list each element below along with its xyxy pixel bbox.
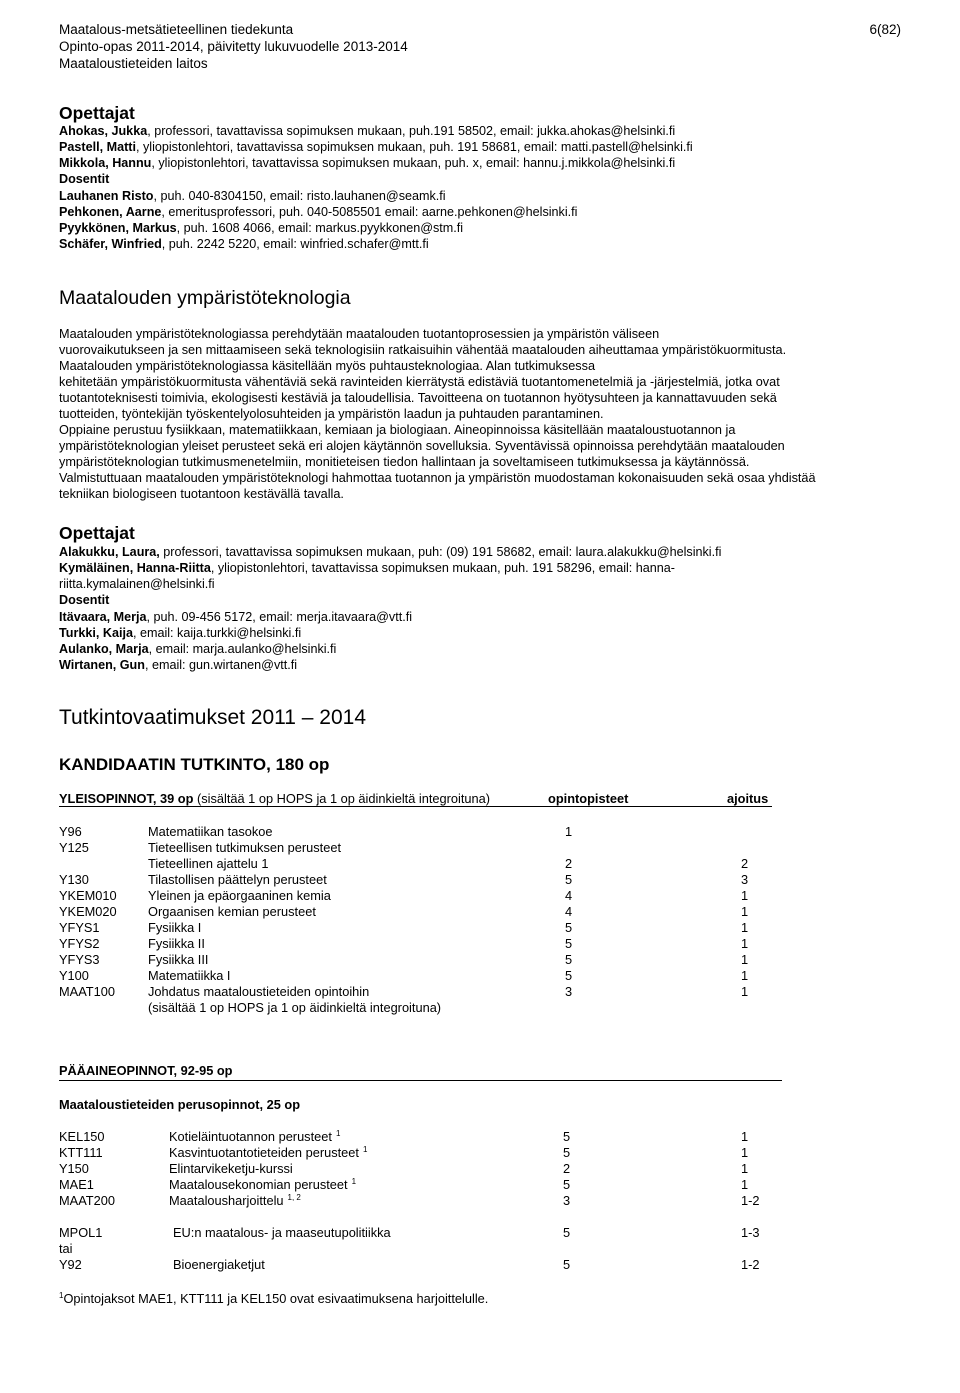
docent-line: Itävaara, Merja, puh. 09-456 5172, email: merja.itavaara@vtt.fi bbox=[59, 610, 413, 624]
course-year: 1-3 bbox=[741, 1225, 760, 1240]
paragraph-line: ympäristöteknologian yleiset perusteet sekä eri alojen käytännön sovelluksia. Syventävissä opinnoissa perehdytään maatalouden bbox=[59, 439, 785, 453]
teacher-line: Ahokas, Jukka, professori, tavattavissa sopimuksen mukaan, puh.191 58502, email: jukka.ahokas@helsinki.fi bbox=[59, 124, 676, 138]
course-row bbox=[59, 1145, 859, 1161]
course-row bbox=[59, 1000, 859, 1016]
general-studies-label: YLEISOPINNOT, 39 op (sisältää 1 op HOPS ja 1 op äidinkieltä integroituna) bbox=[59, 791, 491, 806]
course-name: (sisältää 1 op HOPS ja 1 op äidinkieltä integroituna) bbox=[148, 1000, 442, 1015]
section-title: Maatalouden ympäristöteknologia bbox=[59, 287, 351, 309]
course-name: Orgaanisen kemian perusteet bbox=[148, 904, 316, 919]
course-code: YKEM020 bbox=[59, 904, 117, 919]
course-name: Kasvintuotantotieteiden perusteet $^1$ bbox=[169, 1145, 368, 1160]
docent-line: Pehkonen, Aarne, emeritusprofessori, puh. 040-5085501 email: aarne.pehkonen@helsinki.fi bbox=[59, 205, 578, 219]
course-year: 1-2 bbox=[741, 1257, 760, 1272]
docent-line: Wirtanen, Gun, email: gun.wirtanen@vtt.fi bbox=[59, 658, 298, 672]
course-op: 4 bbox=[565, 888, 573, 903]
course-name: EU:n maatalous- ja maaseutupolitiikka bbox=[173, 1225, 391, 1240]
major-underline bbox=[59, 1080, 782, 1081]
paragraph-line: vuorovaikutukseen ja sen mittaamiseen sekä teknologisiin ratkaisuihin vähentää maatalouden aiheuttamaa ympäristökuormitusta. bbox=[59, 343, 787, 357]
course-row bbox=[59, 1129, 859, 1145]
footnote-ref: 1 bbox=[335, 1129, 341, 1138]
page-number: 6(82) bbox=[869, 22, 901, 37]
course-code: Y130 bbox=[59, 872, 89, 887]
footnote-ref: 1, 2 bbox=[287, 1193, 301, 1202]
teacher-line: riitta.kymalainen@helsinki.fi bbox=[59, 577, 215, 591]
course-name: Bioenergiaketjut bbox=[173, 1257, 265, 1272]
course-row bbox=[59, 920, 859, 936]
course-code: Y92 bbox=[59, 1257, 82, 1272]
course-name: Johdatus maataloustieteiden opintoihin bbox=[148, 984, 370, 999]
general-studies-header bbox=[59, 791, 859, 807]
course-name: Fysiikka II bbox=[148, 936, 205, 951]
course-row bbox=[59, 824, 859, 840]
paragraph-line: Valmistuttuaan maatalouden ympäristöteknologi hahmottaa tuotannon ja ympäristön muodostaman kokonaisuuden sekä osaa yhdistää bbox=[59, 471, 816, 485]
course-code: YKEM010 bbox=[59, 888, 117, 903]
course-code: MAAT200 bbox=[59, 1193, 115, 1208]
course-op: 5 bbox=[563, 1177, 571, 1192]
paragraph-line: kehitetään ympäristökuormitusta vähentäviä sekä ravinteiden kierrätystä edistäviä tuotantomenetelmiä ja -järjestelmiä, jotka ovat bbox=[59, 375, 780, 389]
course-op: 5 bbox=[563, 1257, 571, 1272]
header-underline bbox=[59, 806, 772, 807]
course-name: Fysiikka III bbox=[148, 952, 209, 967]
docent-line: Schäfer, Winfried, puh. 2242 5220, email: winfried.schafer@mtt.fi bbox=[59, 237, 429, 251]
teacher-line: Mikkola, Hannu, yliopistonlehtori, tavattavissa sopimuksen mukaan, puh. x, email: hannu.j.mikkola@helsinki.fi bbox=[59, 156, 676, 170]
paragraph-line: tuotteiden, työntekijän työskentelyolosuhteiden ja ympäristön laadun ja puhtauden parantaminen. bbox=[59, 407, 604, 421]
course-name: Maatalousekonomian perusteet $^1$ bbox=[169, 1177, 357, 1192]
paragraph-line: Oppiaine perustuu fysiikkaan, matematiikkaan, kemiaan ja biologiaan. Aineopinnoissa käsitellään maataloustuotannon ja bbox=[59, 423, 736, 437]
course-op: 2 bbox=[563, 1161, 571, 1176]
course-row bbox=[59, 872, 859, 888]
course-code: Y125 bbox=[59, 840, 89, 855]
col-credits: opintopisteet bbox=[548, 791, 629, 806]
course-row bbox=[59, 1161, 859, 1177]
course-name: Tieteellinen ajattelu 1 bbox=[148, 856, 269, 871]
paragraph-line: tuotantoteknisesti toimivia, ekologisesti kestäviä ja taloudellisia. Tavoitteena on tuotannon hyötysuhteen ja kannattavuuden sekä bbox=[59, 391, 777, 405]
course-year: 1 bbox=[741, 936, 749, 951]
footnote: $^1$Opintojaksot MAE1, KTT111 ja KEL150 ovat esivaatimuksena harjoittelulle. bbox=[59, 1291, 489, 1306]
course-year: 1 bbox=[741, 968, 749, 983]
course-code: KTT111 bbox=[59, 1145, 103, 1160]
basic-studies-heading: Maataloustieteiden perusopinnot, 25 op bbox=[59, 1097, 301, 1112]
course-op: 2 bbox=[565, 856, 573, 871]
course-year: 1 bbox=[741, 952, 749, 967]
course-name: Tieteellisen tutkimuksen perusteet bbox=[148, 840, 341, 855]
page-header bbox=[59, 21, 909, 72]
course-row bbox=[59, 904, 859, 920]
course-code: KEL150 bbox=[59, 1129, 105, 1144]
course-code: MAAT100 bbox=[59, 984, 115, 999]
teachers-heading-2: Opettajat bbox=[59, 523, 135, 543]
course-name: Kotieläintuotannon perusteet $^1$ bbox=[169, 1129, 341, 1144]
course-row bbox=[59, 856, 859, 872]
course-year: 1 bbox=[741, 920, 749, 935]
course-year: 2 bbox=[741, 856, 749, 871]
course-year: 1 bbox=[741, 1145, 749, 1160]
course-code: Y100 bbox=[59, 968, 89, 983]
course-year: 1-2 bbox=[741, 1193, 760, 1208]
course-code: YFYS2 bbox=[59, 936, 100, 951]
docents-heading-2: Dosentit bbox=[59, 593, 110, 607]
course-row bbox=[59, 840, 859, 856]
course-row bbox=[59, 1193, 859, 1209]
paragraph-line: Maatalouden ympäristöteknologiassa käsitellään myös puhtausteknologiaa. Alan tutkimuksessa bbox=[59, 359, 596, 373]
footnote-ref: 1 bbox=[362, 1145, 368, 1154]
course-name: Elintarvikeketju-kurssi bbox=[169, 1161, 293, 1176]
course-op: 5 bbox=[563, 1225, 571, 1240]
course-name: Matematiikka I bbox=[148, 968, 231, 983]
course-op: 3 bbox=[565, 984, 573, 999]
course-name: Fysiikka I bbox=[148, 920, 202, 935]
course-op: 5 bbox=[565, 920, 573, 935]
course-row bbox=[59, 1177, 859, 1193]
course-op: 5 bbox=[563, 1129, 571, 1144]
course-row bbox=[59, 936, 859, 952]
docents-heading: Dosentit bbox=[59, 172, 110, 186]
course-op: 1 bbox=[565, 824, 573, 839]
course-op: 5 bbox=[563, 1145, 571, 1160]
course-code: Y150 bbox=[59, 1161, 89, 1176]
course-year: 1 bbox=[741, 1161, 749, 1176]
paragraph-line: ympäristöteknologian tutkimusmenetelmiin, monitieteisen tiedon hallintaan ja soveltamiseen tutkimuksessa ja käytännössä. bbox=[59, 455, 750, 469]
guide-title: Opinto-opas 2011-2014, päivitetty lukuvuodelle 2013-2014 bbox=[59, 39, 408, 54]
col-timing: ajoitus bbox=[727, 791, 769, 806]
course-year: 1 bbox=[741, 1177, 749, 1192]
docent-line: Aulanko, Marja, email: marja.aulanko@helsinki.fi bbox=[59, 642, 337, 656]
course-year: 3 bbox=[741, 872, 749, 887]
course-year: 1 bbox=[741, 904, 749, 919]
docent-line: Pyykkönen, Markus, puh. 1608 4066, email: markus.pyykkonen@stm.fi bbox=[59, 221, 464, 235]
paragraph-line: tekniikan biologiseen tuotantoon kestävällä tavalla. bbox=[59, 487, 344, 501]
course-op: 5 bbox=[565, 936, 573, 951]
major-heading: PÄÄAINEOPINNOT, 92-95 op bbox=[59, 1063, 233, 1078]
course-name: Matematiikan tasokoe bbox=[148, 824, 273, 839]
course-name: Tilastollisen päättelyn perusteet bbox=[148, 872, 327, 887]
course-row bbox=[59, 984, 859, 1000]
teachers-heading: Opettajat bbox=[59, 103, 135, 123]
course-code: tai bbox=[59, 1241, 73, 1256]
course-row bbox=[59, 888, 859, 904]
course-op: 3 bbox=[563, 1193, 571, 1208]
footnote-ref: 1 bbox=[351, 1177, 357, 1186]
course-year: 1 bbox=[741, 1129, 749, 1144]
course-op: 4 bbox=[565, 904, 573, 919]
degree-title: KANDIDAATIN TUTKINTO, 180 op bbox=[59, 755, 330, 774]
course-code: YFYS3 bbox=[59, 952, 100, 967]
course-op: 5 bbox=[565, 872, 573, 887]
course-row bbox=[59, 952, 859, 968]
course-code: Y96 bbox=[59, 824, 82, 839]
faculty-name: Maatalous-metsätieteellinen tiedekunta bbox=[59, 22, 294, 37]
course-year: 1 bbox=[741, 888, 749, 903]
teacher-line: Alakukku, Laura, professori, tavattavissa sopimuksen mukaan, puh: (09) 191 58682, email: laura.alakukku@helsinki.fi bbox=[59, 545, 722, 559]
docent-line: Turkki, Kaija, email: kaija.turkki@helsinki.fi bbox=[59, 626, 302, 640]
course-name: Maatalousharjoittelu $^{1, 2}$ bbox=[169, 1193, 301, 1208]
course-code: MAE1 bbox=[59, 1177, 94, 1192]
teacher-line: Kymäläinen, Hanna-Riitta, yliopistonlehtori, tavattavissa sopimuksen mukaan, puh. 191 58296, email: hanna- bbox=[59, 561, 676, 575]
course-year: 1 bbox=[741, 984, 749, 999]
teacher-line: Pastell, Matti, yliopistonlehtori, tavattavissa sopimuksen mukaan, puh. 191 58681, email: matti.pastell@helsinki.fi bbox=[59, 140, 693, 154]
course-row bbox=[59, 1225, 859, 1241]
course-op: 5 bbox=[565, 952, 573, 967]
course-op: 5 bbox=[565, 968, 573, 983]
department-name: Maataloustieteiden laitos bbox=[59, 56, 208, 71]
course-row bbox=[59, 1241, 859, 1257]
course-code: YFYS1 bbox=[59, 920, 100, 935]
course-name: Yleinen ja epäorgaaninen kemia bbox=[148, 888, 331, 903]
course-row bbox=[59, 968, 859, 984]
docent-line: Lauhanen Risto, puh. 040-8304150, email: risto.lauhanen@seamk.fi bbox=[59, 189, 446, 203]
requirements-title: Tutkintovaatimukset 2011 – 2014 bbox=[59, 706, 367, 729]
paragraph-line: Maatalouden ympäristöteknologiassa perehdytään maatalouden tuotantoprosessien ja ympäristön väliseen bbox=[59, 327, 660, 341]
course-row bbox=[59, 1257, 859, 1273]
course-code: MPOL1 bbox=[59, 1225, 103, 1240]
